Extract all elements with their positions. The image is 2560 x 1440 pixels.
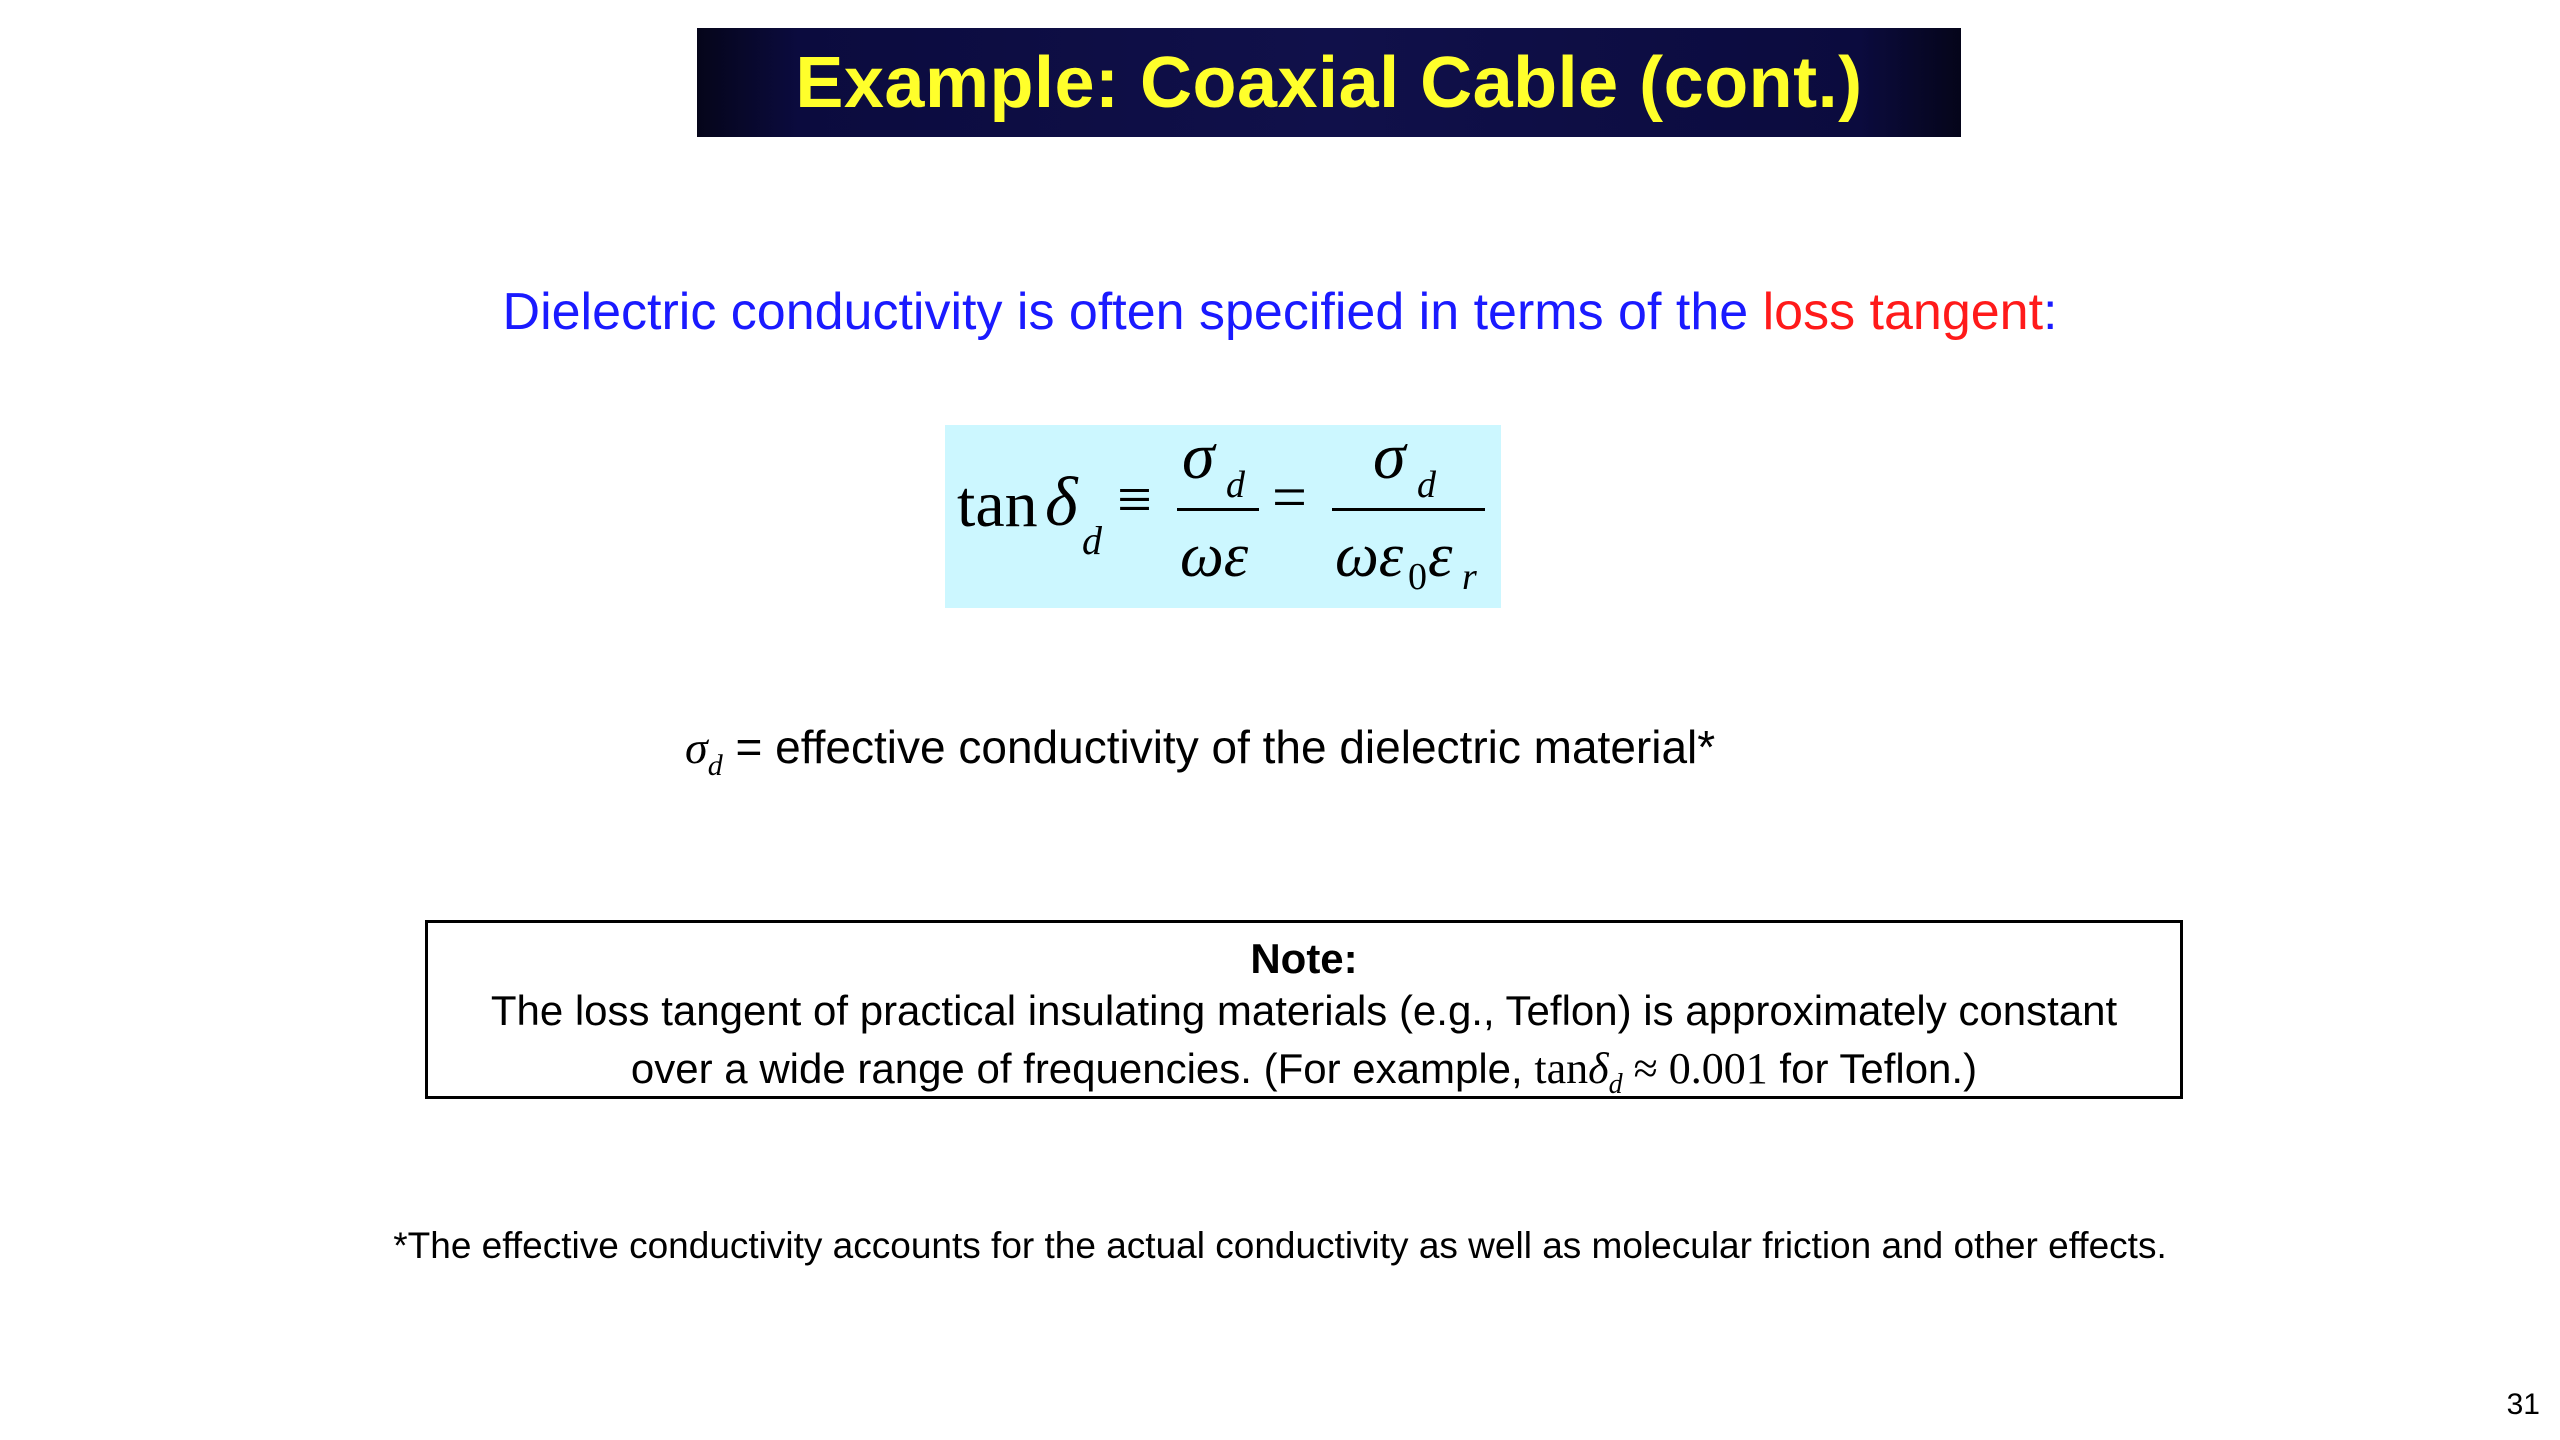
formula-fraction-bar-1	[1177, 508, 1259, 511]
intro-text: Dielectric conductivity is often specified in terms of the	[502, 283, 1763, 341]
note-approx-value: ≈ 0.001	[1622, 1044, 1768, 1093]
note-line-1: The loss tangent of practical insulating materials (e.g., Teflon) is approximately constant	[490, 987, 2118, 1034]
slide-title-bar	[697, 28, 1961, 137]
intro-colon: :	[2043, 283, 2058, 341]
slide-title: Example: Coaxial Cable (cont.)	[795, 42, 1863, 123]
note-line-2-end: for Teflon.)	[1767, 1045, 1978, 1092]
formula-denominator-2-epsilon: ε	[1428, 522, 1453, 590]
note-title: Note:	[1250, 935, 1358, 982]
formula-numerator-2: σ	[1373, 420, 1406, 493]
note-tan: tan	[1534, 1044, 1589, 1093]
definition-symbol-subscript: d	[707, 749, 723, 782]
formula-equiv-sign: ≡	[1117, 466, 1152, 534]
loss-tangent-formula	[945, 420, 1501, 608]
formula-denominator-1: ωε	[1180, 522, 1249, 590]
definition-symbol: σ	[685, 722, 708, 773]
formula-numerator-2-subscript: d	[1417, 464, 1436, 506]
formula-denominator-2-subscript-0: 0	[1408, 556, 1427, 598]
formula-equals-sign: =	[1272, 464, 1307, 532]
note-delta: δ	[1588, 1044, 1609, 1093]
definition-text: = effective conductivity of the dielectric material*	[722, 721, 1716, 773]
formula-fraction-bar-2	[1332, 508, 1485, 511]
formula-delta-subscript: d	[1082, 518, 1102, 563]
page-number: 31	[2506, 1388, 2540, 1421]
footnote: *The effective conductivity accounts for the actual conductivity as well as molecular friction and other effects.	[393, 1225, 2167, 1266]
intro-sentence	[0, 282, 2560, 342]
note-delta-subscript: d	[1608, 1069, 1623, 1100]
formula-numerator-1: σ	[1182, 420, 1215, 493]
note-line-2	[428, 1043, 2180, 1100]
formula-numerator-1-subscript: d	[1226, 464, 1245, 506]
sigma-definition	[685, 720, 1716, 782]
intro-highlight-loss-tangent: loss tangent	[1762, 283, 2044, 341]
formula-delta: δ	[1045, 464, 1078, 541]
formula-denominator-2-subscript-r: r	[1462, 556, 1477, 598]
formula-tan: tan	[957, 468, 1038, 541]
note-box	[425, 920, 2183, 1099]
formula-denominator-2: ωε	[1335, 522, 1404, 590]
note-line-2-start: over a wide range of frequencies. (For example,	[630, 1045, 1535, 1092]
